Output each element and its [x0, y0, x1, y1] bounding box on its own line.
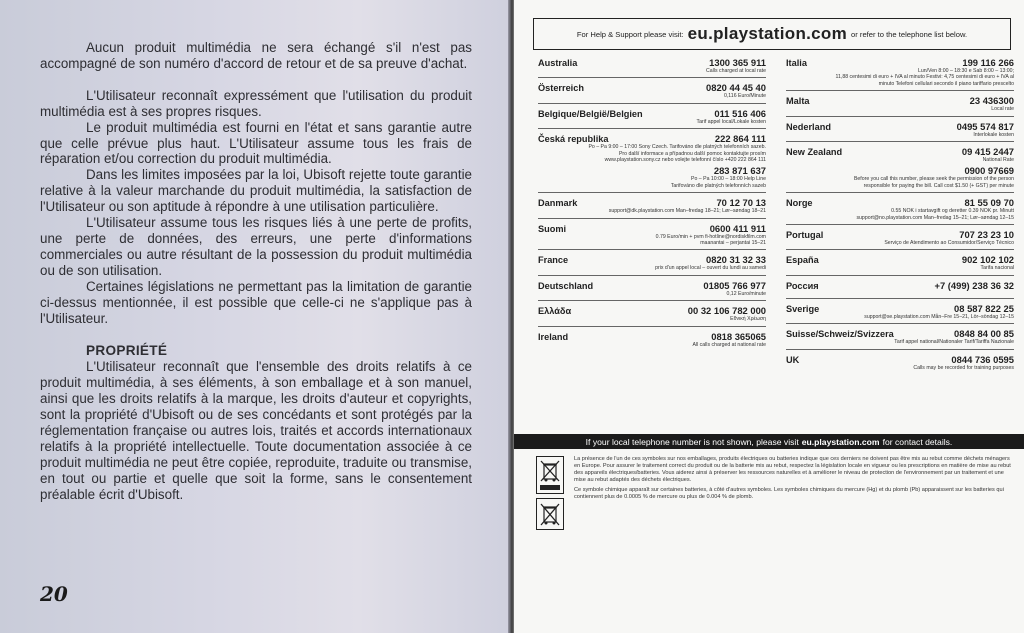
phone-note: Εθνική Χρέωση: [730, 316, 766, 323]
phone-note: Local rate: [991, 106, 1014, 113]
country-name: Česká republika: [538, 134, 609, 145]
phone-list-right: [786, 56, 1014, 377]
phone-number: 08 587 822 25: [954, 302, 1014, 314]
phone-note: support@se.playstation.com Mån–Fre 15–21, Lör–söndag 12–15: [864, 313, 1014, 320]
banner-prefix: If your local telephone number is not shown, please visit: [585, 436, 799, 447]
phone-number-secondary: 0900 97669: [964, 165, 1014, 177]
phone-number: +7 (499) 238 36 32: [934, 279, 1014, 291]
country-name: Nederland: [786, 121, 831, 132]
phone-note: All calls charged at national rate: [692, 341, 766, 348]
recycling-text: La présence de l'un de ces symboles sur nos emballages, produits électriques ou batteries indique que ces derniers ne doivent pas être mis au rebut comme déchets ménagers en Europe. Pour assurer le traitement correct du produit ou de la batterie mis au rebut, respectez la législation locale en vigueur ou les prescriptions en matière de mise au rebut des appareils électriques/batteries. Vous aiderez ainsi à préserver les ressources naturelles et à améliorer le niveau de protection de l'environnement par un traitement et une mise au rebut adaptés des déchets électriques.: [574, 456, 1011, 483]
phone-note: 0.55 NOK i startavgift og deretter 0.39 NOK pr. Minutt: [891, 208, 1014, 215]
phone-note: prix d'un appel local – ouvert du lundi au samedi: [655, 265, 766, 272]
phone-number: 81 55 09 70: [964, 197, 1014, 209]
paragraph-warranty: Dans les limites imposées par la loi, Ubisoft rejette toute garantie relative à la valeur marchande du produit multimédia, la satisfaction de l'Utilisateur ou son aptitude à répondre à une utilisation particulière.: [40, 167, 472, 215]
battery-text: Ce symbole chimique apparaît sur certaines batteries, à côté d'autres symboles. Les symboles chimiques du mercure (Hg) et du plomb (Pb) apparaissent sur les batteries qui contiennent plus de 0.0005 % de mercure ou plus de 0.004 % de plomb.: [574, 487, 1004, 500]
country-name: Suisse/Schweiz/Svizzera: [786, 329, 894, 340]
phone-number: 70 12 70 13: [716, 197, 766, 209]
country-name: Australia: [538, 58, 578, 68]
country-name: Sverige: [786, 303, 820, 314]
country-name: Danmark: [538, 198, 578, 209]
paragraph-risk: L'Utilisateur reconnaît expressément que l'utilisation du produit multimédia est à ses propres risques.: [40, 87, 472, 119]
phone-entry: [538, 81, 766, 103]
phone-entry: [538, 196, 766, 218]
phone-entry: [538, 330, 766, 351]
phone-entry: [786, 145, 1014, 193]
phone-note: National Rate: [982, 157, 1014, 164]
phone-entry: [538, 222, 766, 251]
phone-note: support@no.playstation.com Man–fredag 15–21; Lør–søndag 12–15: [856, 214, 1014, 221]
paragraph-losses: L'Utilisateur assume tous les risques liés à une perte de profits, une perte de données, des erreurs, une perte d'informations commerciales ou autre résultant de la possession du produit multimédia ou de son utilisation.: [40, 215, 472, 278]
recycling-notice: [536, 456, 1014, 530]
crossed-bin-battery-icon: [536, 498, 564, 530]
support-domain: eu.playstation.com: [687, 24, 848, 43]
country-name: Malta: [786, 96, 810, 107]
phone-note: 0,12 Euro/minute: [726, 290, 766, 297]
phone-number: 902 102 102: [961, 254, 1014, 266]
country-name: Portugal: [786, 230, 824, 241]
country-name: France: [538, 255, 569, 266]
phone-note: Tarifa nacional: [980, 265, 1014, 272]
phone-number: 00 32 106 782 000: [687, 305, 766, 317]
phone-number: 0820 31 32 33: [706, 254, 766, 266]
country-name: Suomi: [538, 223, 567, 234]
phone-entry: [786, 279, 1014, 299]
phone-note: minuto Telefoni cellulari secondo il piano tariffario prescelto: [878, 80, 1014, 87]
country-name: Deutschland: [538, 280, 594, 291]
phone-entry: [786, 56, 1014, 91]
banner-suffix: for contact details.: [882, 436, 953, 447]
phone-entry: [786, 302, 1014, 324]
paragraph-property: L'Utilisateur reconnaît que l'ensemble des droits relatifs à ce produit multimédia, à ses éléments, à son emballage et à son manuel, ainsi que les droits relatifs à la marque, les droits d'auteur et copyrights, sont la propriété d'Ubisoft ou de ses concédants et sont protégés par la réglementation française ou autres lois, traités et accords internationaux relatifs à la propriété intellectuelle. Toute documentation associée à ce produit multimédia ne peut être copiée, reproduite, traduite ou transmise, en tout ou partie et quelle que soit la forme, sans le consentement préalable écrit d'Ubisoft.: [40, 359, 472, 502]
phone-entry: [786, 253, 1014, 275]
phone-entry: [538, 56, 766, 78]
phone-note: Lun/Ven 8:00 – 18:30 e Sab 8:00 – 13:00;: [917, 68, 1014, 74]
phone-note-secondary: Tarifováno dle platných telefonních sazeb: [670, 182, 766, 189]
contact-banner: [514, 434, 1024, 449]
phone-entry: [538, 107, 766, 129]
phone-note: 11,88 centesimi di euro + IVA al minuto Festivi: 4,75 centesimi di euro + IVA al: [835, 74, 1014, 81]
phone-number: 199 116 266: [962, 57, 1014, 68]
phone-number: 707 23 23 10: [959, 229, 1014, 241]
phone-number: 0844 736 0595: [951, 353, 1014, 365]
support-header: [533, 18, 1011, 50]
country-name: Belgique/België/Belgien: [538, 108, 643, 119]
phone-note-secondary: responsible for paying the bill. Call cost $1.50 (+ GST) per minute: [863, 182, 1014, 189]
phone-note: Interlokale kosten: [973, 131, 1014, 138]
phone-number: 09 415 2447: [961, 146, 1014, 158]
country-name: Ireland: [538, 331, 569, 342]
phone-note: 0.79 Euro/min + pvm fi-hotline@nordiskfilm.com: [655, 233, 766, 240]
phone-note-secondary: Po – Pa 10:00 – 18:00 Help Line: [691, 176, 766, 183]
phone-entry: [538, 132, 766, 193]
page-number: 20: [40, 582, 68, 606]
phone-list-left: [538, 56, 766, 354]
phone-number: 0818 365065: [711, 330, 766, 342]
phone-note: Calls charged at local rate: [706, 68, 766, 74]
phone-entry: [786, 353, 1014, 374]
phone-entry: [538, 279, 766, 301]
right-page: [514, 0, 1024, 633]
phone-number: 0820 44 45 40: [706, 82, 766, 94]
phone-number: 23 436300: [969, 95, 1014, 107]
support-suffix: or refer to the telephone list below.: [851, 29, 968, 39]
phone-entry: [786, 327, 1014, 349]
phone-entry: [786, 120, 1014, 142]
phone-number: 0600 411 911: [709, 222, 766, 234]
phone-number: 01805 766 977: [703, 279, 766, 291]
country-name: New Zealand: [786, 147, 843, 158]
weee-icons: [536, 456, 564, 530]
crossed-bin-icon: [536, 456, 564, 494]
phone-number: 222 864 111: [714, 133, 766, 145]
phone-entry: [786, 94, 1014, 116]
country-name: Österreich: [538, 83, 584, 94]
phone-entry: [786, 196, 1014, 225]
phone-note-secondary: Before you call this number, please seek the permission of the person: [853, 176, 1014, 183]
phone-number: 1300 365 911: [709, 57, 766, 68]
phone-note: Serviço de Atendimento ao Consumidor/Serviço Técnico: [884, 240, 1014, 247]
phone-entry: [538, 253, 766, 275]
paragraph-exchange: Aucun produit multimédia ne sera échangé s'il n'est pas accompagné de son numéro d'accord de retour et de sa preuve d'achat.: [40, 40, 472, 71]
phone-number: 011 516 406: [714, 107, 766, 119]
country-name: Ελλάδα: [538, 306, 572, 317]
phone-note: www.playstation.sony.cz nebo volejte telefonní číslo +420 222 864 111: [604, 157, 766, 164]
phone-number: 0848 84 00 85: [954, 328, 1014, 340]
phone-note: maanantai – perjantai 15–21: [700, 240, 766, 247]
paragraph-as-is: Le produit multimédia est fourni en l'état et sans garantie autre que celle prévue plus haut. L'Utilisateur assume tous les frais de réparation et/ou correction du produit multimédia.: [40, 119, 472, 167]
country-name: Россия: [786, 280, 819, 291]
paragraph-legislation: Certaines législations ne permettant pas la limitation de garantie ci-dessus mentionnée, il est possible que celle-ci ne s'applique pas à l'Utilisateur.: [40, 278, 472, 326]
phone-note: Po – Pa 9:00 – 17:00 Sony Czech. Tarifováno dle platných telefonních sazeb.: [588, 144, 766, 151]
support-prefix: For Help & Support please visit:: [576, 29, 684, 39]
phone-note: Tarif appel local/Lokale kosten: [696, 118, 766, 125]
country-name: España: [786, 255, 819, 266]
phone-note: Calls may be recorded for training purposes: [913, 364, 1014, 371]
heading-property: PROPRIÉTÉ: [86, 343, 168, 359]
phone-note: 0,116 Euro/Minute: [723, 93, 766, 100]
country-name: Italia: [786, 58, 807, 68]
country-name: Norge: [786, 198, 813, 209]
phone-entry: [538, 304, 766, 326]
banner-domain: eu.playstation.com: [801, 436, 880, 447]
phone-entry: [786, 228, 1014, 250]
phone-note: support@dk.playstation.com Man–fredag 18–21; Lør–søndag 18–21: [608, 208, 766, 215]
phone-note: Tarif appel national/Nationaler Tarif/Tariffa Nazionale: [894, 339, 1014, 346]
phone-number-secondary: 283 871 637: [713, 165, 766, 177]
country-name: UK: [786, 354, 800, 365]
phone-number: 0495 574 817: [956, 120, 1014, 132]
left-page-text: [40, 40, 472, 502]
phone-note: Pro další informace a případnou další pomoc kontaktujte prosím: [618, 150, 766, 157]
